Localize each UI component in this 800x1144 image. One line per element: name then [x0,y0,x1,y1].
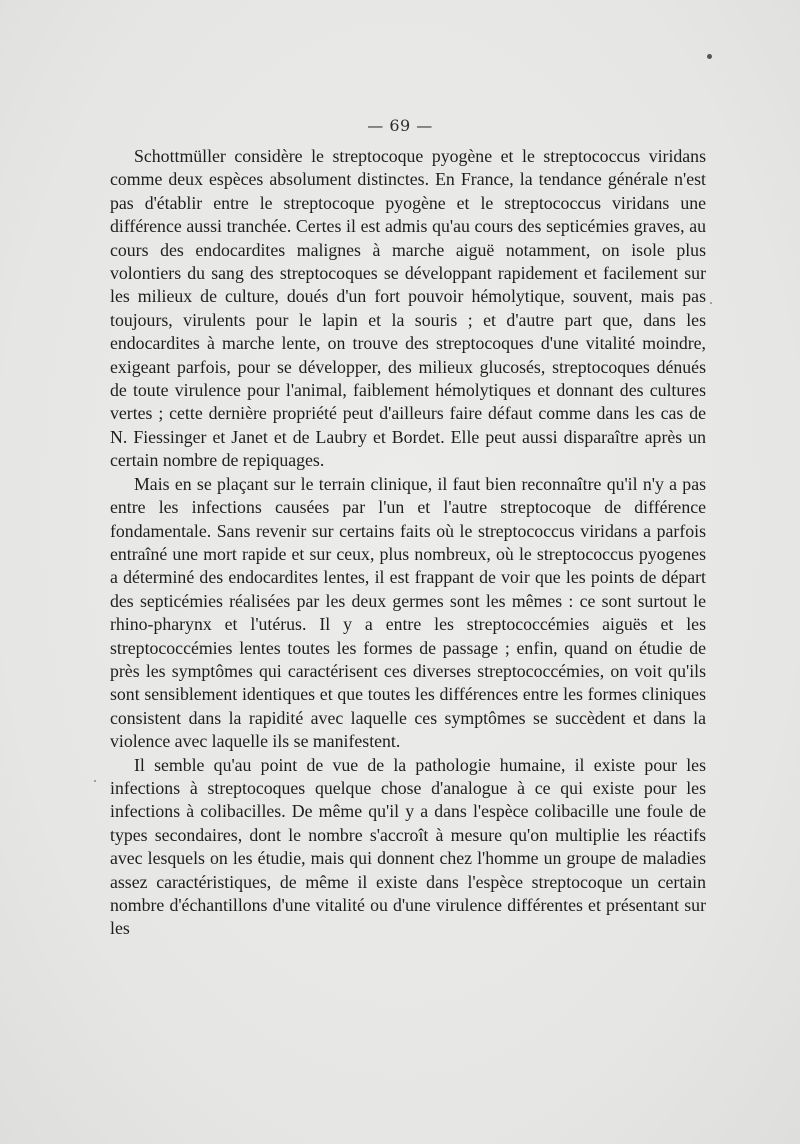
paragraph: Mais en se plaçant sur le terrain clinique, il faut bien reconnaître qu'il n'y a pas entre les infections causées par l'un et l'autre streptocoque de différence fondamentale. Sans revenir sur certains faits où le streptococcus viridans a parfois entraîné une mort rapide et sur ceux, plus nombreux, où le streptococcus pyogenes a déterminé des endocardites lentes, il est frappant de voir que les points de départ des septicémies réalisées par les deux germes sont les mêmes : ce sont surtout le rhino-pharynx et l'utérus. Il y a entre les streptococcémies aiguës et les streptococcémies lentes toutes les formes de passage ; enfin, quand on étudie de près les symptômes qui caractérisent ces diverses streptococcémies, on voit qu'ils sont sensiblement identiques et que toutes les différences entre les formes cliniques consistent dans la rapidité avec laquelle ces symptômes se succèdent et dans la violence avec laquelle ils se manifestent. [110,473,706,752]
page-number: — 69 — [367,116,433,135]
ink-speck [94,780,96,782]
ink-speck [707,54,712,59]
ink-speck [710,302,712,304]
paragraph: Il semble qu'au point de vue de la pathologie humaine, il existe pour les infections à streptocoques quelque chose d'analogue à ce qui existe pour les infections à colibacilles. De même qu'il y a dans l'espèce colibacille une foule de types secondaires, dont le nombre s'accroît à mesure qu'on multiplie les réactifs avec lesquels on les étudie, mais qui donnent chez l'homme un groupe de maladies assez caractéristiques, de même il existe dans l'espèce streptocoque un certain nombre d'échantillons d'une vitalité ou d'une virulence différentes et présentant sur les [110,754,706,939]
paragraph: Schottmüller considère le streptocoque pyogène et le streptococcus viridans comme deux espèces absolument distinctes. En France, la tendance générale n'est pas d'établir entre le streptocoque pyogène et le streptococcus viridans une différence aussi tranchée. Certes il est admis qu'au cours des septicémies graves, au cours des endocardites malignes à marche aiguë notamment, on isole plus volontiers du sang des streptocoques se développant rapidement et facilement sur les milieux de culture, doués d'un fort pouvoir hémolytique, souvent, mais pas toujours, virulents pour le lapin et la souris ; et d'autre part que, dans les endocardites à marche lente, on trouve des streptocoques d'une vitalité moindre, exigeant parfois, pour se développer, des milieux glucosés, streptocoques dénués de toute virulence pour l'animal, faiblement hémolytiques et donnant des cultures vertes ; cette dernière propriété peut d'ailleurs faire défaut comme dans les cas de N. Fiessinger et Janet et de Laubry et Bordet. Elle peut aussi disparaître après un certain nombre de repiquages. [110,146,706,471]
body-text [110,145,706,941]
